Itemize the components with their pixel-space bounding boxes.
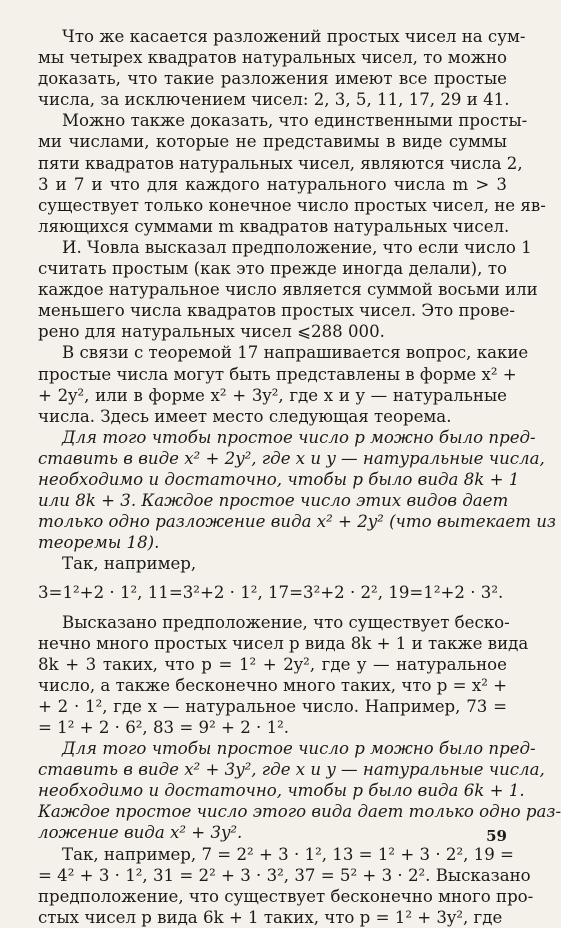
text-paragraph <box>38 612 529 739</box>
text-line: считать простым (как это прежде иногда делали), то <box>38 259 507 279</box>
text-line: пяти квадратов натуральных чисел, являются числа 2, <box>38 153 523 173</box>
text-line: ставить в виде x² + 3y², где x и y — натуральные числа, <box>38 760 545 780</box>
text-line: теоремы 18). <box>38 533 160 553</box>
text-line: Можно также доказать, что единственными просты- <box>62 111 528 131</box>
text-line: Для того чтобы простое число p можно было пред- <box>62 739 536 759</box>
text-line: рено для натуральных чисел ⩽288 000. <box>38 322 385 342</box>
text-line: предположение, что существует бесконечно много про- <box>38 886 534 906</box>
text-line: = 4² + 3 · 1², 31 = 2² + 3 · 3², 37 = 5² + 3 · 2². Высказано <box>38 865 531 885</box>
text-line: мы четырех квадратов натуральных чисел, то можно <box>38 48 507 68</box>
text-paragraph <box>38 553 507 574</box>
text-paragraph <box>38 26 526 110</box>
text-line: необходимо и достаточно, чтобы p было вида 6k + 1. <box>38 781 525 801</box>
text-line: меньшего числа квадратов простых чисел. Это прове- <box>38 301 515 321</box>
text-line: ложение вида x² + 3y². <box>38 823 243 843</box>
theorem-paragraph <box>38 738 561 843</box>
text-paragraph <box>38 237 538 342</box>
text-line: каждое натуральное число является суммой восьми или <box>38 280 538 300</box>
text-line: доказать, что такие разложения имеют все простые <box>38 69 507 89</box>
text-line: Так, например, <box>62 554 197 574</box>
text-paragraph <box>38 342 529 426</box>
text-line: Так, например, 7 = 2² + 3 · 1², 13 = 1² + 3 · 2², 19 = <box>62 844 514 864</box>
text-line: Что же касается разложений простых чисел на сум- <box>62 27 526 46</box>
text-line: ляющихся суммами m квадратов натуральных чисел. <box>38 216 510 236</box>
text-line: Для того чтобы простое число p можно было пред- <box>62 427 536 447</box>
text-line: 3 и 7 и что для каждого натурального числа m > 3 <box>38 174 507 194</box>
text-line: только одно разложение вида x² + 2y² (что вытекает из <box>38 512 556 532</box>
text-line: нечно много простых чисел p вида 8k + 1 и также вида <box>38 633 529 653</box>
page-text <box>38 26 561 928</box>
page-number: 59 <box>486 827 507 845</box>
text-line: или 8k + 3. Каждое простое число этих видов дает <box>38 491 509 511</box>
text-line: числа. Здесь имеет место следующая теорема. <box>38 406 452 426</box>
text-line: простые числа могут быть представлены в форме x² + <box>38 364 517 384</box>
theorem-paragraph <box>38 427 556 554</box>
text-line: Каждое простое число этого вида дает только одно раз- <box>38 802 561 822</box>
text-line: 8k + 3 таких, что p = 1² + 2y², где y — натуральное <box>38 654 507 674</box>
text-paragraph <box>38 844 534 928</box>
text-line: + 2y², или в форме x² + 3y², где x и y — натуральные <box>38 385 507 405</box>
text-line: необходимо и достаточно, чтобы p было вида 8k + 1 <box>38 469 520 489</box>
text-line: В связи с теоремой 17 напрашивается вопрос, какие <box>62 343 529 363</box>
text-line: И. Човла высказал предположение, что если число 1 <box>62 237 532 257</box>
formula-line: 3=1²+2 · 1², 11=3²+2 · 1², 17=3²+2 · 2², 19=1²+2 · 3². <box>38 583 504 603</box>
text-line: стых чисел p вида 6k + 1 таких, что p = 1² + 3y², где <box>38 907 503 927</box>
text-paragraph <box>38 110 546 237</box>
text-line: существует только конечное число простых чисел, не яв- <box>38 195 546 215</box>
text-line: Высказано предположение, что существует беско- <box>62 612 510 632</box>
text-line: = 1² + 2 · 6², 83 = 9² + 2 · 1². <box>38 718 290 737</box>
text-line: ми числами, которые не представимы в виде суммы <box>38 132 507 152</box>
text-line: числа, за исключением чисел: 2, 3, 5, 11, 17, 29 и 41. <box>38 90 510 110</box>
text-line: + 2 · 1², где x — натуральное число. Например, 73 = <box>38 696 507 716</box>
text-line: ставить в виде x² + 2y², где x и y — натуральные числа, <box>38 448 545 468</box>
text-line: число, а также бесконечно много таких, что p = x² + <box>38 675 508 695</box>
